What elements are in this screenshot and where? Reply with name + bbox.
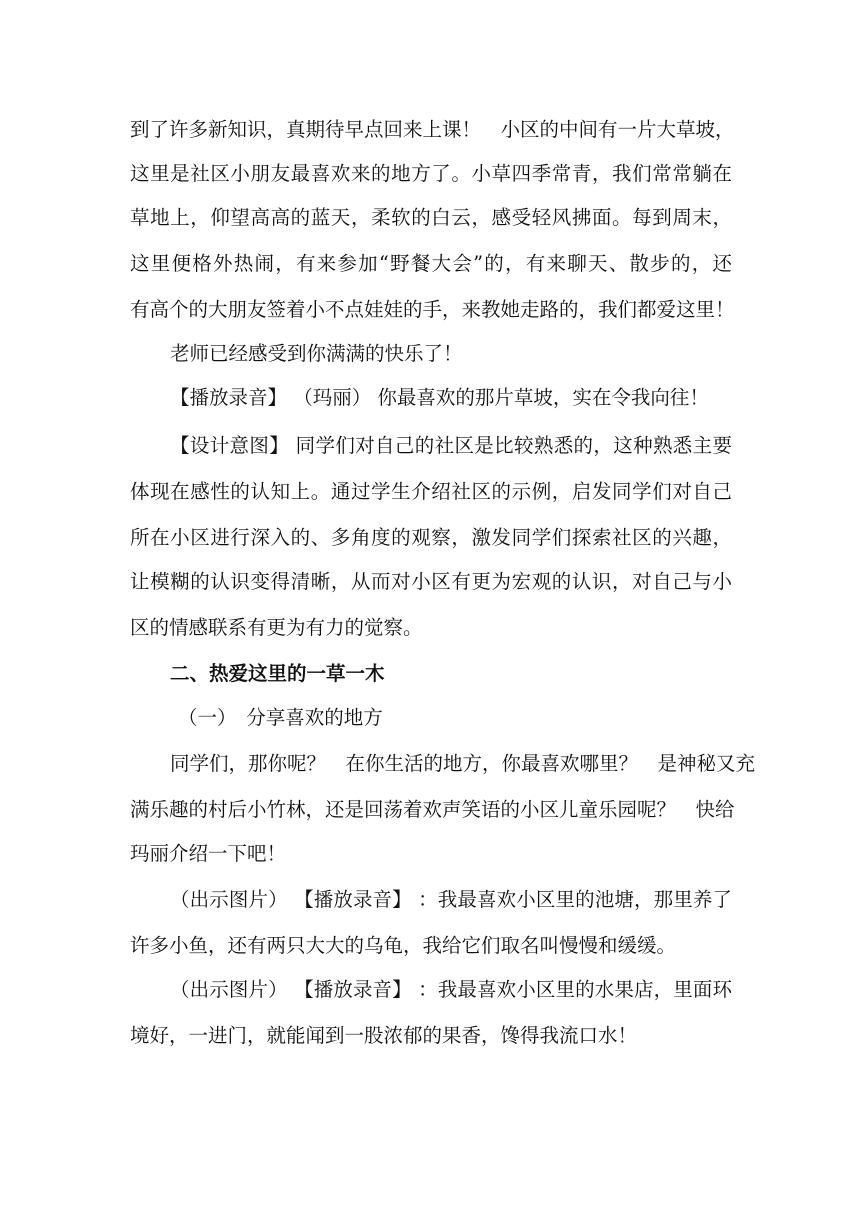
- paragraph-line: 满乐趣的村后小竹林，还是回荡着欢声笑语的小区儿童乐园呢？ 快给: [130, 798, 735, 821]
- paragraph-line: 玛丽介绍一下吧！: [130, 842, 287, 865]
- paragraph-line: 老师已经感受到你满满的快乐了！: [170, 342, 463, 365]
- paragraph-line: 【播放录音】 （玛丽） 你最喜欢的那片草坡，实在令我向往！: [170, 386, 709, 409]
- paragraph-line: 到了许多新知识，真期待早点回来上课！ 小区的中间有一片大草坡，: [130, 118, 735, 141]
- paragraph-line: （出示图片） 【播放录音】 ：我最喜欢小区里的水果店，里面环: [170, 978, 732, 1001]
- paragraph-line: 同学们，那你呢？ 在你生活的地方，你最喜欢哪里？ 是神秘又充: [170, 752, 756, 775]
- paragraph-line: 【设计意图】 同学们对自己的社区是比较熟悉的，这种熟悉主要: [170, 434, 732, 457]
- paragraph-line: 草地上，仰望高高的蓝天，柔软的白云，感受轻风拂面。每到周末，: [130, 206, 732, 229]
- paragraph-line: 许多小鱼，还有两只大大的乌龟，我给它们取名叫慢慢和缓缓。: [130, 934, 677, 957]
- paragraph-line: （出示图片） 【播放录音】 ：我最喜欢小区里的池塘，那里养了: [170, 888, 732, 911]
- paragraph-line: 境好，一进门，就能闻到一股浓郁的果香，馋得我流口水！: [130, 1024, 638, 1047]
- paragraph-line: 区的情感联系有更为有力的觉察。: [130, 616, 423, 639]
- section-heading: 二、热爱这里的一草一木: [170, 662, 385, 685]
- paragraph-line: 这里便格外热闹，有来参加“野餐大会”的，有来聊天、散步的，还: [130, 252, 732, 275]
- paragraph-line: 让模糊的认识变得清晰，从而对小区有更为宏观的认识，对自己与小: [130, 570, 732, 593]
- paragraph-line: 体现在感性的认知上。通过学生介绍社区的示例，启发同学们对自己: [130, 480, 732, 503]
- paragraph-line: 有高个的大朋友签着小不点娃娃的手，来教她走路的，我们都爱这里！: [130, 298, 735, 321]
- subsection-heading: （一） 分享喜欢的地方: [178, 706, 383, 729]
- paragraph-line: 这里是社区小朋友最喜欢来的地方了。小草四季常青，我们常常躺在: [130, 162, 732, 185]
- paragraph-line: 所在小区进行深入的、多角度的观察，激发同学们探索社区的兴趣，: [130, 526, 732, 549]
